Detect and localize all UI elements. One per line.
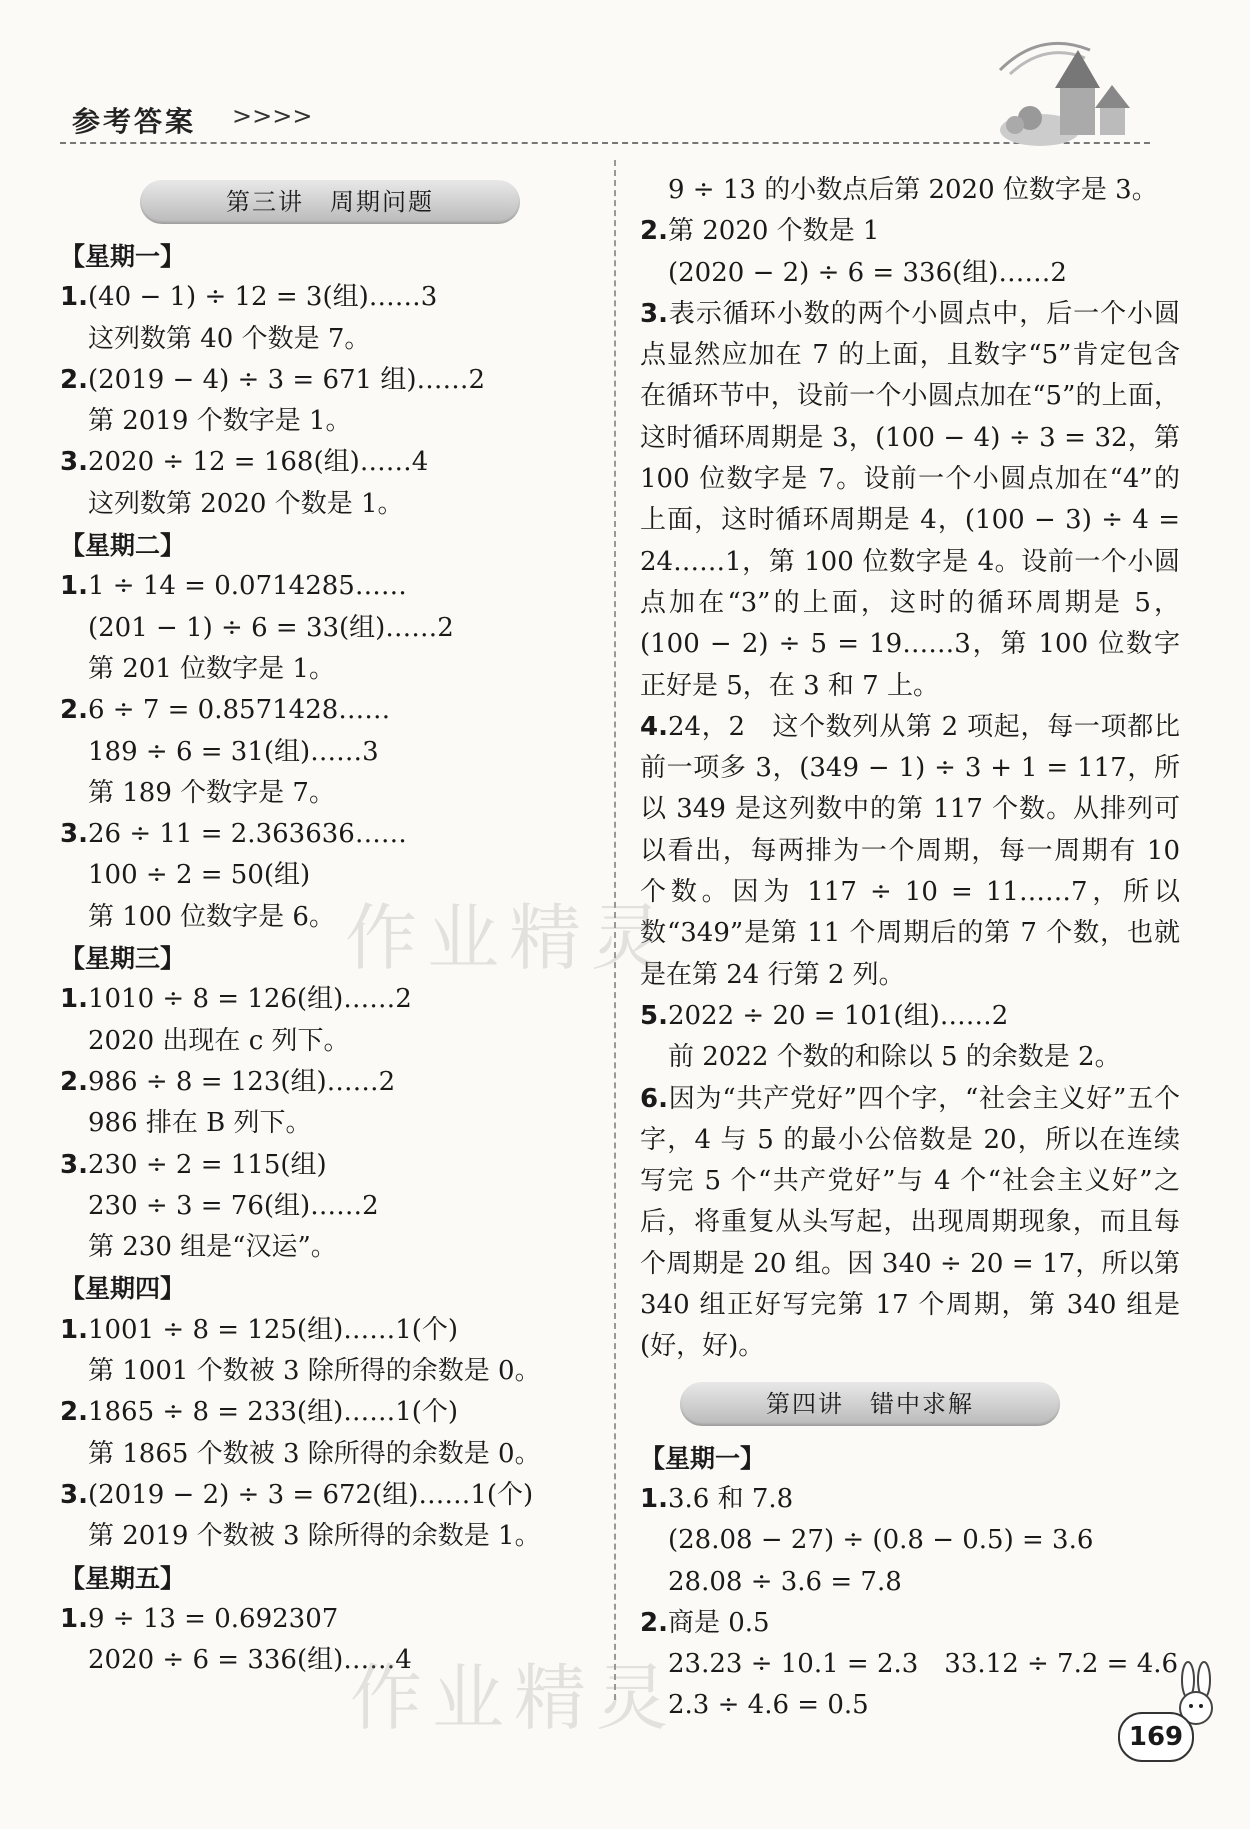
answer-item	[60, 979, 600, 1020]
answer-line: 2020 ÷ 6 = 336(组)……4	[88, 1645, 412, 1676]
item-text: 表示循环小数的两个小圆点中，后一个小圆点显然应加在 7 的上面，且数字“5”肯定包含在循环节中，设前一个小圆点加在“5”的上面，这时循环周期是 3，(100 − 4) ÷ 3 = 32，第 100 位数字是 7。设前一个小圆点加在“4”的上面，这时循环周期是 4，(100 − 3) ÷ 4 = 24……1，第 100 位数字是 4。设前一个小圆点加在“3”的上面，这时的循环周期是 5，(100 − 2) ÷ 5 = 19……3，第 100 位数字正好是 5，在 3 和 7 上。	[640, 298, 1180, 701]
answer-line: (28.08 − 27) ÷ (0.8 − 0.5) = 3.6	[668, 1525, 1094, 1556]
item-number: 3.	[60, 447, 88, 478]
section-banner-lecture-4: 第四讲 错中求解	[680, 1382, 1060, 1426]
day-heading: 【星期四】	[60, 1274, 186, 1304]
answer-line: 第 100 位数字是 6。	[88, 901, 335, 932]
answer-item	[640, 707, 1180, 996]
answer-line: 9 ÷ 13 的小数点后第 2020 位数字是 3。	[668, 175, 1158, 205]
answer-line: 前 2022 个数的和除以 5 的余数是 2。	[668, 1042, 1121, 1073]
answer-item	[640, 211, 1180, 252]
house-decoration-icon	[990, 30, 1170, 150]
answer-line: 第 2019 个数被 3 除所得的余数是 1。	[88, 1521, 541, 1552]
item-text: 986 ÷ 8 = 123(组)……2	[87, 1066, 396, 1097]
item-number: 1.	[640, 1483, 668, 1514]
item-text: (2019 − 4) ÷ 3 = 671 组)……2	[87, 364, 486, 395]
item-number: 3.	[640, 298, 668, 329]
answer-item	[640, 1079, 1180, 1368]
answer-line: 100 ÷ 2 = 50(组)	[88, 860, 311, 891]
answer-line: 23.23 ÷ 10.1 = 2.3 33.12 ÷ 7.2 = 4.6	[668, 1649, 1179, 1680]
header-title: 参考答案	[72, 105, 197, 138]
answer-item	[640, 1479, 1180, 1520]
answer-item	[60, 1145, 600, 1186]
item-text: (40 − 1) ÷ 12 = 3(组)……3	[87, 282, 438, 313]
answer-line: 2.3 ÷ 4.6 = 0.5	[668, 1690, 869, 1721]
answer-line: 第 201 位数字是 1。	[88, 653, 335, 684]
answer-item	[640, 294, 1180, 707]
answer-line: 第 1001 个数被 3 除所得的余数是 0。	[88, 1356, 541, 1387]
item-text: 第 2020 个数是 1	[667, 216, 880, 247]
item-text: 1865 ÷ 8 = 233(组)……1(个)	[87, 1397, 459, 1428]
item-number: 6.	[640, 1083, 668, 1114]
section-banner-lecture-3: 第三讲 周期问题	[140, 180, 520, 224]
item-text: 1 ÷ 14 = 0.0714285……	[87, 571, 407, 602]
right-column	[640, 170, 1180, 1727]
answer-item	[640, 996, 1180, 1037]
item-text: 因为“共产党好”四个字，“社会主义好”五个字，4 与 5 的最小公倍数是 20，所以在连续写完 5 个“共产党好”与 4 个“社会主义好”之后，将重复从头写起，出现周期现象，而且每个周期是 20 组。因 340 ÷ 20 = 17，所以第 340 组正好写完第 17 个周期，第 340 组是(好，好)。	[640, 1083, 1180, 1362]
item-text: 3.6 和 7.8	[667, 1483, 794, 1514]
answer-line: 这列数第 40 个数是 7。	[88, 323, 371, 354]
day-heading: 【星期一】	[640, 1443, 766, 1473]
answer-line: 第 189 个数字是 7。	[88, 777, 335, 808]
item-number: 1.	[60, 1314, 88, 1345]
item-text: 1001 ÷ 8 = 125(组)……1(个)	[87, 1314, 459, 1345]
item-number: 1.	[60, 571, 88, 602]
item-number: 2.	[60, 1066, 88, 1097]
item-text: 9 ÷ 13 = 0.692307	[87, 1603, 339, 1634]
answer-line: 这列数第 2020 个数是 1。	[88, 488, 404, 519]
answer-line: 第 230 组是“汉运”。	[88, 1232, 337, 1263]
answer-item	[60, 814, 600, 855]
item-number: 3.	[60, 1149, 88, 1180]
answer-item	[60, 566, 600, 607]
item-text: 24，2 这个数列从第 2 项起，每一项都比前一项多 3，(349 − 1) ÷ 3 + 1 = 117，所以 349 是这列数中的第 117 个数。从排列可以看出，每两排为一个周期，每一周期有 10 个数。因为 117 ÷ 10 = 11……7，所以数“349”是第 11 个周期后的第 7 个数，也就是在第 24 行第 2 列。	[640, 711, 1180, 990]
answer-line: 28.08 ÷ 3.6 = 7.8	[668, 1566, 902, 1597]
header-arrows: >>>>	[232, 102, 313, 130]
item-text: 2020 ÷ 12 = 168(组)……4	[87, 447, 429, 478]
page-number: 169	[1118, 1712, 1194, 1762]
watermark: 作业精灵	[350, 1656, 679, 1740]
answer-line: 986 排在 B 列下。	[88, 1108, 312, 1139]
answer-item	[60, 1392, 600, 1433]
answer-line: 189 ÷ 6 = 31(组)……3	[88, 736, 379, 767]
day-heading: 【星期三】	[60, 944, 186, 974]
item-text: 230 ÷ 2 = 115(组)	[87, 1149, 327, 1180]
answer-item	[60, 1475, 600, 1516]
item-number: 2.	[640, 216, 668, 247]
answer-item	[60, 690, 600, 731]
item-text: 6 ÷ 7 = 0.8571428……	[87, 695, 391, 726]
item-text: 2022 ÷ 20 = 101(组)……2	[667, 1000, 1009, 1031]
item-number: 4.	[640, 711, 668, 742]
answer-line: 第 1865 个数被 3 除所得的余数是 0。	[88, 1438, 541, 1469]
item-text: (2019 − 2) ÷ 3 = 672(组)……1(个)	[87, 1479, 534, 1510]
answer-item	[60, 442, 600, 483]
item-text: 26 ÷ 11 = 2.363636……	[87, 819, 407, 850]
item-number: 1.	[60, 984, 88, 1015]
item-number: 3.	[60, 819, 88, 850]
answer-item	[60, 277, 600, 318]
answer-item	[640, 1603, 1180, 1644]
answer-item	[60, 1310, 600, 1351]
item-number: 2.	[640, 1607, 668, 1638]
day-heading: 【星期二】	[60, 531, 186, 561]
item-number: 2.	[60, 695, 88, 726]
answer-item	[60, 360, 600, 401]
day-heading: 【星期五】	[60, 1563, 186, 1593]
answer-item	[60, 1062, 600, 1103]
answer-line: 第 2019 个数字是 1。	[88, 406, 352, 437]
header-rule	[60, 142, 1150, 144]
item-text: 商是 0.5	[667, 1607, 770, 1638]
watermark: 作业精灵	[345, 896, 674, 980]
item-number: 1.	[60, 1603, 88, 1634]
item-number: 1.	[60, 282, 88, 313]
answer-line: 2020 出现在 c 列下。	[88, 1025, 350, 1056]
answer-line: 230 ÷ 3 = 76(组)……2	[88, 1190, 379, 1221]
day-heading: 【星期一】	[60, 242, 186, 271]
item-number: 2.	[60, 364, 88, 395]
item-number: 2.	[60, 1397, 88, 1428]
answer-item	[60, 1599, 600, 1640]
item-text: 1010 ÷ 8 = 126(组)……2	[87, 984, 412, 1015]
item-number: 5.	[640, 1000, 668, 1031]
item-number: 3.	[60, 1479, 88, 1510]
answer-line: (201 − 1) ÷ 6 = 33(组)……2	[88, 612, 454, 643]
answer-line: (2020 − 2) ÷ 6 = 336(组)……2	[668, 257, 1067, 288]
